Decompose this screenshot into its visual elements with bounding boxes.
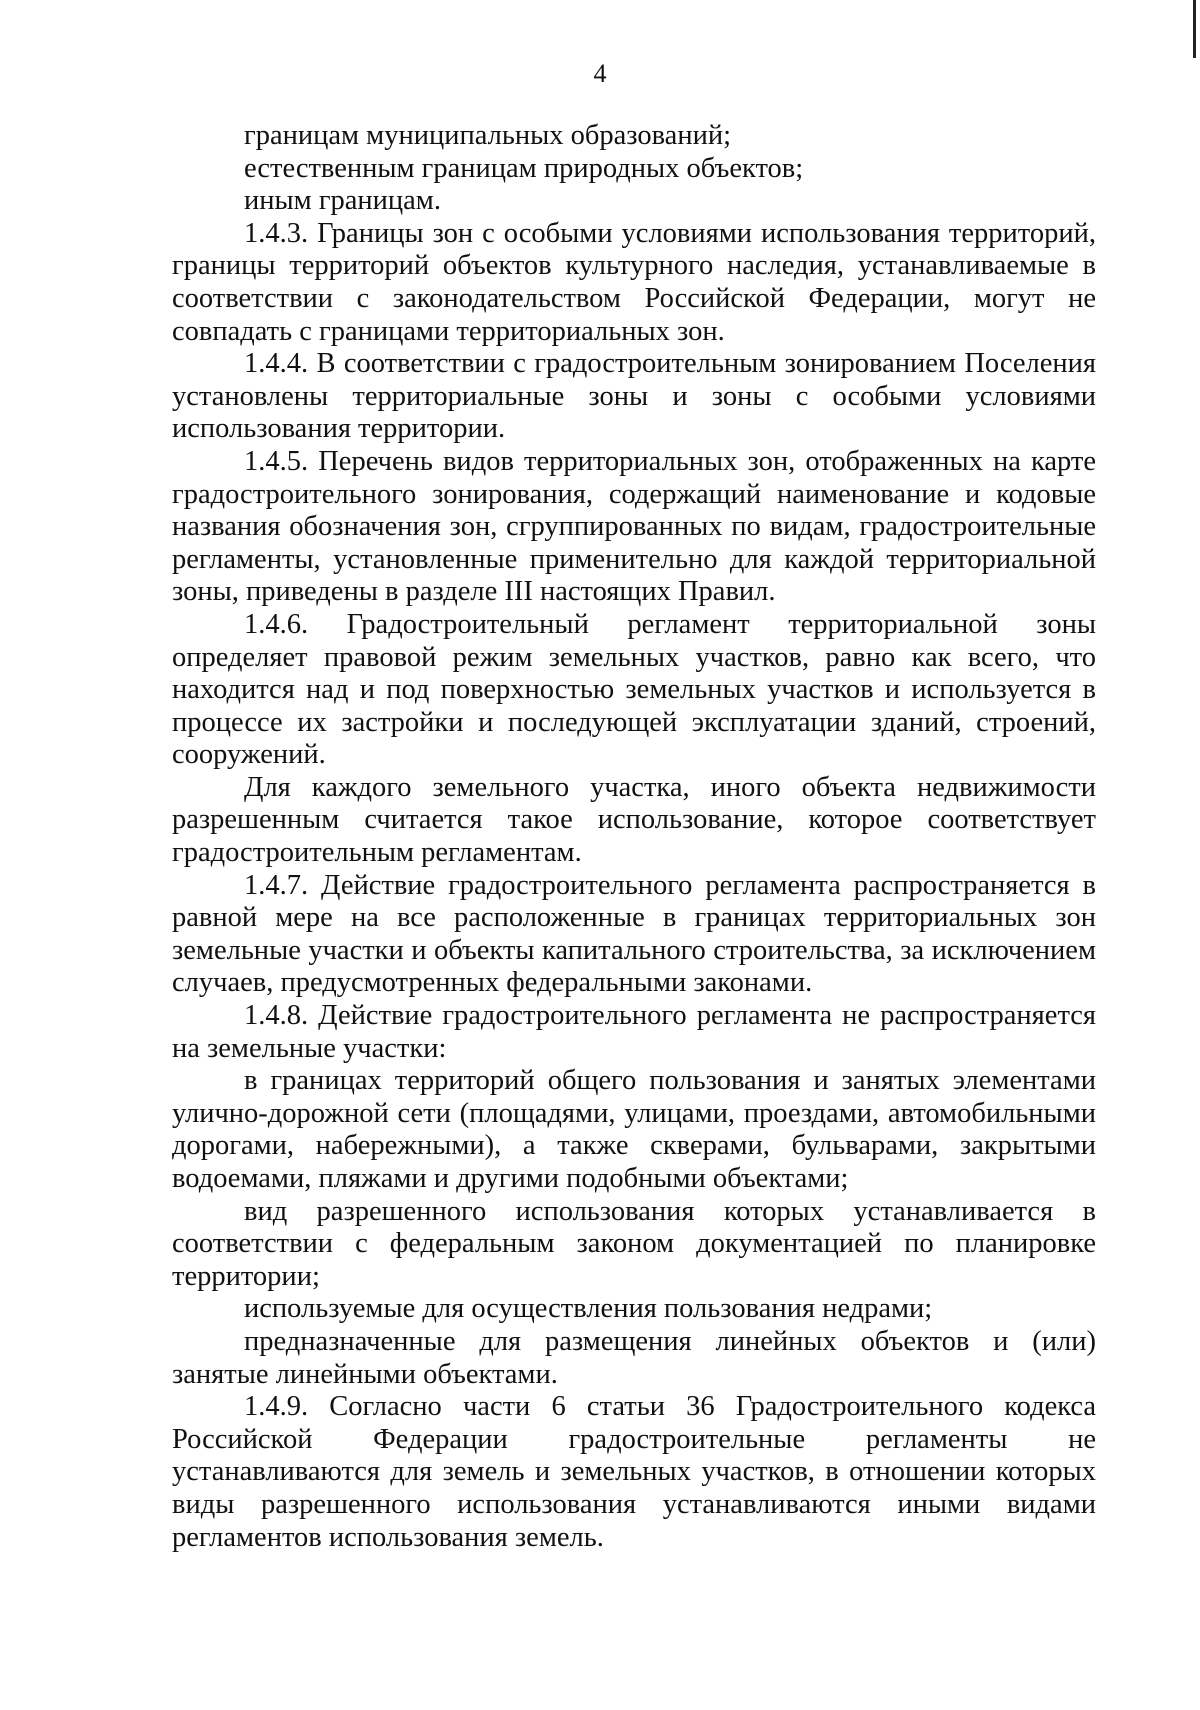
- clause-1-4-3: 1.4.3. Границы зон с особыми условиями использования территорий, границы территорий объектов культурного наследия, устанавливаемые в соответствии с законодательством Российской Федерации, могут не совпадать с границами территориальных зон.: [172, 217, 1096, 347]
- clause-1-4-4: 1.4.4. В соответствии с градостроительным зонированием Поселения установлены территориальные зоны и зоны с особыми условиями использования территории.: [172, 348, 1096, 445]
- clause-1-4-5: 1.4.5. Перечень видов территориальных зон, отображенных на карте градостроительного зонирования, содержащий наименование и кодовые названия обозначения зон, сгруппированных по видам, градостроительные регламенты, установленные применительно для каждой территориальной зоны, приведены в разделе III настоящих Правил.: [172, 445, 1096, 608]
- paragraph-natural-boundaries: естественным границам природных объектов;: [244, 152, 804, 184]
- list-item-subsoil-use: используемые для осуществления пользования недрами;: [244, 1293, 933, 1325]
- list-item-public-use-territories: в границах территорий общего пользования и занятых элементами улично-дорожной сети (площадями, улицами, проездами, автомобильными дорогами, набережными), а также скверами, бульварами, закрытыми водоемами, пляжами и другими подобными объектами;: [172, 1065, 1096, 1194]
- paragraph-other-boundaries: иным границам.: [244, 185, 441, 217]
- paragraph-municipal-boundaries: границам муниципальных образований;: [244, 120, 731, 151]
- document-body: [172, 120, 1096, 1554]
- paragraph-permitted-use: Для каждого земельного участка, иного объекта недвижимости разрешенным считается такое использование, которое соответствует градостроительным регламентам.: [172, 771, 1096, 869]
- page-number: 4: [593, 59, 607, 88]
- scan-edge-mark: [1193, 0, 1196, 58]
- clause-1-4-8: 1.4.8. Действие градостроительного регламента не распространяется на земельные участки:: [172, 1000, 1096, 1064]
- clause-1-4-6: 1.4.6. Градостроительный регламент территориальной зоны определяет правовой режим земельных участков, равно как всего, что находится над и под поверхностью земельных участков и используется в процессе их застройки и последующей эксплуатации зданий, строений, сооружений.: [172, 608, 1096, 771]
- list-item-linear-objects: предназначенные для размещения линейных объектов и (или) занятые линейными объектами.: [172, 1325, 1096, 1390]
- clause-1-4-9: 1.4.9. Согласно части 6 статьи 36 Градостроительного кодекса Российской Федерации градостроительные регламенты не устанавливаются для земель и земельных участков, в отношении которых виды разрешенного использования устанавливаются иными видами регламентов использования земель.: [172, 1391, 1096, 1553]
- list-item-planning-documentation: вид разрешенного использования которых устанавливается в соответствии с федеральным законом документацией по планировке территории;: [172, 1195, 1096, 1292]
- clause-1-4-7: 1.4.7. Действие градостроительного регламента распространяется в равной мере на все расположенные в границах территориальных зон земельные участки и объекты капитального строительства, за исключением случаев, предусмотренных федеральными законами.: [172, 869, 1096, 999]
